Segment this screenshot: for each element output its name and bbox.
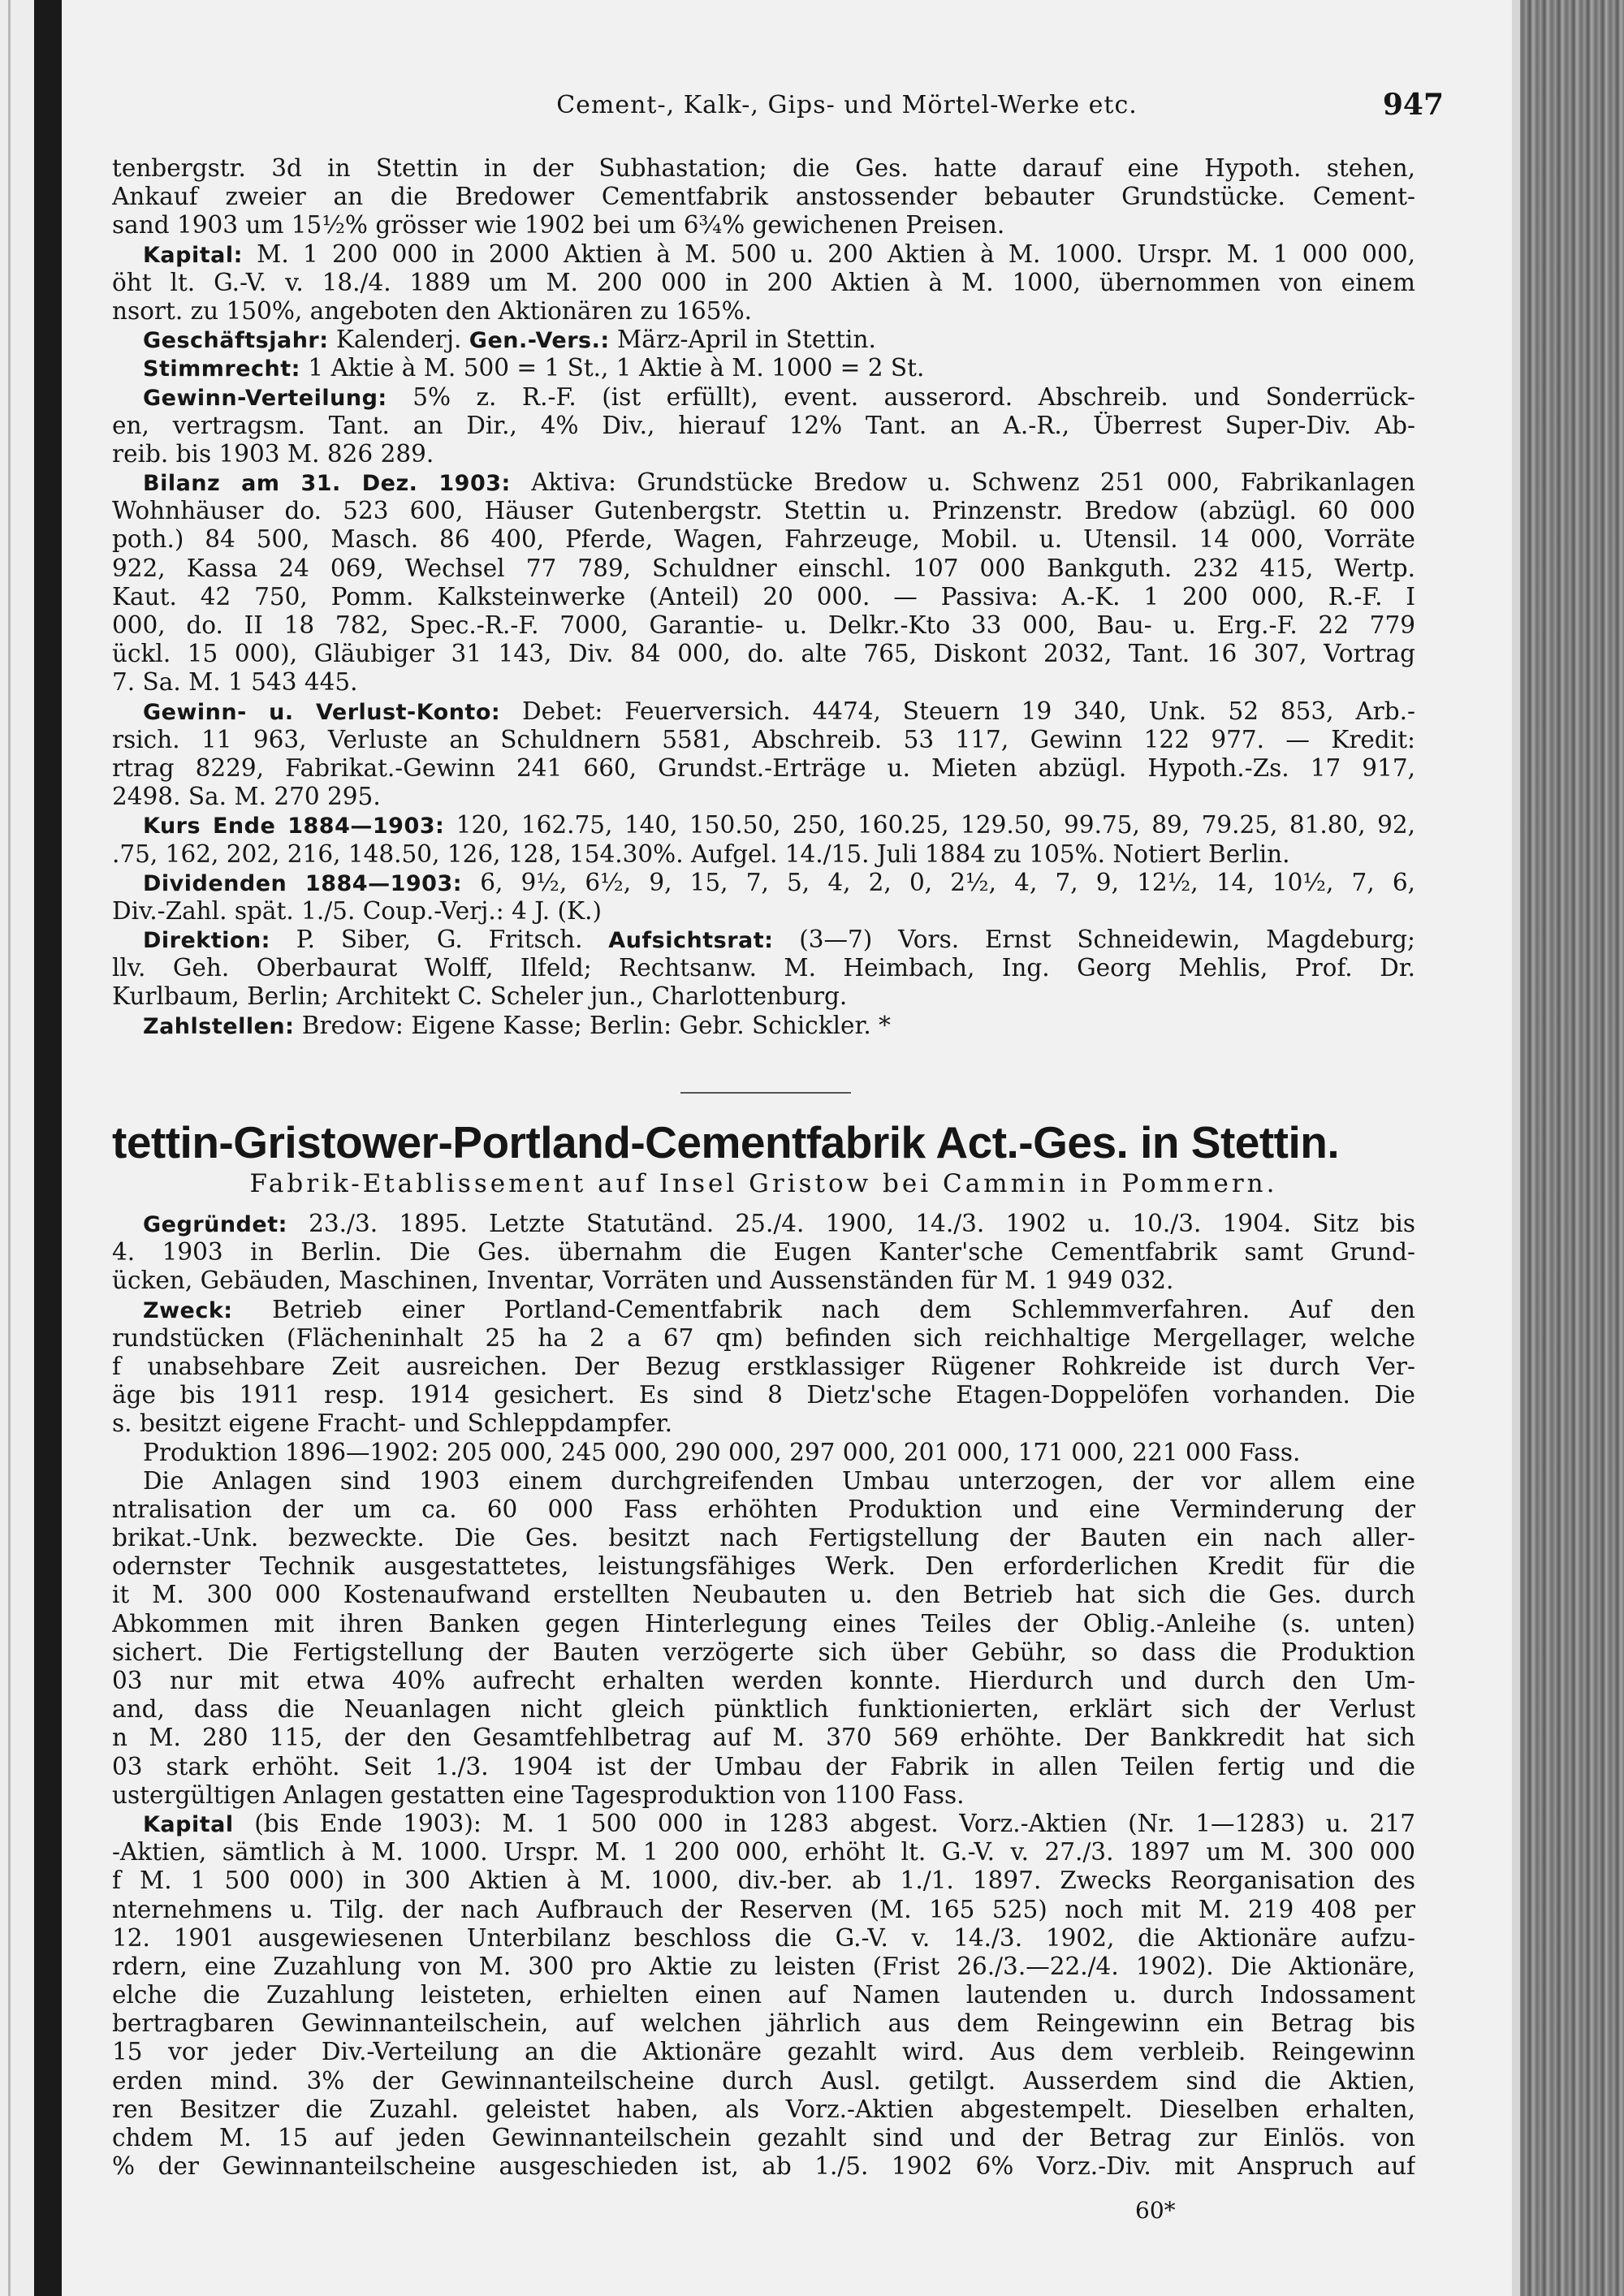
text-line: 4. 1903 in Berlin. Die Ges. übernahm die Eugen Kanter'sche Cementfabrik samt Grund- — [112, 1238, 1415, 1267]
text-line: sand 1903 um 15½% grösser wie 1902 bei um 6¾% gewichenen Preisen. — [112, 211, 1005, 240]
entry-heading: Gewinn-Verteilung: — [143, 385, 387, 411]
text-line: elche die Zuzahlung leisteten, erhielten einen auf Namen lautenden u. durch Indossament — [112, 1981, 1415, 2009]
text-line: it M. 300 000 Kostenaufwand erstellten Neubauten u. den Betrieb hat sich die Ges. durch — [112, 1581, 1415, 1609]
text-line: Abkommen mit ihren Banken gegen Hinterlegung eines Teiles der Oblig.-Anleihe (s. unten) — [112, 1609, 1415, 1638]
text-line: n M. 280 115, der den Gesamtfehlbetrag auf M. 370 569 erhöhte. Der Bankkredit hat sich — [112, 1724, 1415, 1752]
entry-heading: Gen.-Vers.: — [469, 328, 610, 354]
text-line: äge bis 1911 resp. 1914 gesichert. Es sind 8 Dietz'sche Etagen-Doppelöfen vorhanden. Die — [112, 1381, 1415, 1409]
text-line: chdem M. 15 auf jeden Gewinnanteilschein gezahlt sind und der Betrag zur Einlös. von — [112, 2124, 1415, 2151]
text-line: and, dass die Neuanlagen nicht gleich pünktlich funktionierten, erklärt sich der Verlust — [112, 1695, 1415, 1724]
text-line: sichert. Die Fertigstellung der Bauten verzögerte sich über Gebühr, so dass die Produktion — [112, 1638, 1415, 1666]
section-gristower-cementfabrik — [112, 1210, 1415, 2181]
entry-heading: Kapital — [143, 1811, 234, 1837]
text-line: Kapital: M. 1 200 000 in 2000 Aktien à M. 500 u. 200 Aktien à M. 1000. Urspr. M. 1 000 000, — [143, 240, 1415, 268]
text-line: rundstücken (Flächeninhalt 25 ha 2 a 67 qm) befinden sich reichhaltige Mergellager, welche — [112, 1323, 1415, 1352]
text-line: Direktion: P. Siber, G. Fritsch. Aufsichtsrat: (3—7) Vors. Ernst Schneidewin, Magdeburg; — [143, 926, 1415, 954]
text-line: ustergültigen Anlagen gestatten eine Tagesproduktion von 1100 Fass. — [112, 1780, 965, 1809]
running-title: Cement-, Kalk-, Gips- und Mörtel-Werke etc. — [556, 91, 1138, 119]
text-line: 7. Sa. M. 1 543 445. — [112, 668, 358, 697]
text-line: rsich. 11 963, Verluste an Schuldnern 5581, Abschreib. 53 117, Gewinn 122 977. — Kredit: — [112, 725, 1415, 753]
left-margin-gutter — [0, 0, 63, 2296]
page-edge-highlight — [1512, 0, 1520, 2296]
text-line: Produktion 1896—1902: 205 000, 245 000, 290 000, 297 000, 201 000, 171 000, 221 000 Fass. — [143, 1438, 1301, 1466]
entry-heading: Aufsichtsrat: — [608, 928, 774, 954]
text-line: bertragbaren Gewinnanteilschein, auf welchen jährlich aus dem Reingewinn ein Betrag bis — [112, 2009, 1415, 2038]
text-line: Geschäftsjahr: Kalenderj. Gen.-Vers.: März-April in Stettin. — [143, 326, 876, 354]
signature-mark: 60* — [1135, 2197, 1176, 2224]
page-number: 947 — [1382, 88, 1444, 122]
text-line: Gegründet: 23./3. 1895. Letzte Statutänd. 25./4. 1900, 14./3. 1902 u. 10./3. 1904. Sitz bis — [143, 1210, 1415, 1237]
text-line: rdern, eine Zuzahlung von M. 300 pro Aktie zu leisten (Frist 26./3.—22./4. 1902). Die Aktionäre, — [112, 1952, 1415, 1980]
text-line: Dividenden 1884—1903: 6, 9½, 6½, 9, 15, 7, 5, 4, 2, 0, 2½, 4, 7, 9, 12½, 14, 10½, 7, 6, — [143, 868, 1415, 896]
text-line: .75, 162, 202, 216, 148.50, 126, 128, 154.30%. Aufgel. 14./15. Juli 1884 zu 105%. Notiert Berlin. — [112, 839, 1290, 868]
text-line: f M. 1 500 000) in 300 Aktien à M. 1000, div.-ber. ab 1./1. 1897. Zwecks Reorganisation des — [112, 1867, 1415, 1895]
margin-rule-thin — [8, 0, 11, 2296]
text-line: llv. Geh. Oberbaurat Wolff, Ilfeld; Rechtsanw. M. Heimbach, Ing. Georg Mehlis, Prof. Dr. — [112, 954, 1415, 982]
entry-heading: Dividenden 1884—1903: — [143, 870, 463, 896]
company-title: tettin-Gristower-Portland-Cementfabrik Act.-Ges. in Stettin. — [112, 1117, 1340, 1167]
entry-heading: Bilanz am 31. Dez. 1903: — [143, 471, 511, 497]
entry-heading: Direktion: — [143, 928, 270, 954]
text-line: f unabsehbare Zeit ausreichen. Der Bezug erstklassiger Rügener Rohkreide ist durch Ver- — [112, 1352, 1415, 1380]
text-line: nsort. zu 150%, angeboten den Aktionären zu 165%. — [112, 296, 752, 325]
page-edge-stack — [1512, 0, 1624, 2296]
text-line: Kurlbaum, Berlin; Architekt C. Scheler jun., Charlottenburg. — [112, 982, 848, 1011]
text-line: Kurs Ende 1884—1903: 120, 162.75, 140, 150.50, 250, 160.25, 129.50, 99.75, 89, 79.25, 81.80, 92, — [143, 811, 1415, 839]
text-line: 2498. Sa. M. 270 295. — [112, 783, 381, 811]
text-line: ntralisation der um ca. 60 000 Fass erhöhten Produktion und eine Verminderung der — [112, 1495, 1415, 1523]
text-line: 03 stark erhöht. Seit 1./3. 1904 ist der Umbau der Fabrik in allen Teilen fertig und die — [112, 1752, 1415, 1780]
text-line: nternehmens u. Tilg. der nach Aufbrauch der Reserven (M. 165 525) noch mit M. 219 408 per — [112, 1895, 1415, 1923]
text-line: Wohnhäuser do. 523 600, Häuser Gutenbergstr. Stettin u. Prinzenstr. Bredow (abzügl. 60 000 — [112, 497, 1415, 525]
book-page — [63, 0, 1512, 2296]
text-line: Ankauf zweier an die Bredower Cementfabrik anstossender bebauter Grundstücke. Cement- — [112, 183, 1415, 211]
text-line: en, vertragsm. Tant. an Dir., 4% Div., hierauf 12% Tant. an A.-R., Überrest Super-Div. Ab- — [112, 411, 1415, 439]
entry-heading: Gewinn- u. Verlust-Konto: — [143, 699, 501, 725]
text-line: poth.) 84 500, Masch. 86 400, Pferde, Wagen, Fahrzeuge, Mobil. u. Utensil. 14 000, Vorräte — [112, 525, 1415, 554]
section-bredower-cementfabrik — [112, 154, 1415, 1040]
text-line: Div.-Zahl. spät. 1./5. Coup.-Verj.: 4 J. (K.) — [112, 896, 602, 925]
entry-heading: Kapital: — [143, 242, 243, 268]
entry-heading: Geschäftsjahr: — [143, 328, 329, 354]
text-line: s. besitzt eigene Fracht- und Schleppdampfer. — [112, 1409, 672, 1438]
text-line: Zweck: Betrieb einer Portland-Cementfabrik nach dem Schlemmverfahren. Auf den — [143, 1295, 1415, 1323]
company-subtitle: Fabrik-Etablissement auf Insel Gristow bei Cammin in Pommern. — [249, 1169, 1278, 1198]
entry-heading: Stimmrecht: — [143, 356, 300, 382]
text-line: ücken, Gebäuden, Maschinen, Inventar, Vorräten und Aussenständen für M. 1 949 032. — [112, 1267, 1174, 1295]
text-line: odernster Technik ausgestattetes, leistungsfähiges Werk. Den erforderlichen Kredit für die — [112, 1552, 1415, 1581]
text-line: ren Besitzer die Zuzahl. geleistet haben, als Vorz.-Aktien abgestempelt. Dieselben erhalten, — [112, 2095, 1415, 2123]
text-line: öht lt. G.-V. v. 18./4. 1889 um M. 200 000 in 200 Aktien à M. 1000, übernommen von einem — [112, 268, 1415, 296]
text-line: Bilanz am 31. Dez. 1903: Aktiva: Grundstücke Bredow u. Schwenz 251 000, Fabrikanlagen — [143, 468, 1415, 497]
text-line: rtrag 8229, Fabrikat.-Gewinn 241 660, Grundst.-Erträge u. Mieten abzügl. Hypoth.-Zs. 17 917, — [112, 753, 1415, 782]
text-line: Gewinn-Verteilung: 5% z. R.-F. (ist erfüllt), event. ausserord. Abschreib. und Sonderrück- — [143, 382, 1415, 411]
text-line: Die Anlagen sind 1903 einem durchgreifenden Umbau unterzogen, der vor allem eine — [143, 1466, 1415, 1495]
text-line: 15 vor jeder Div.-Verteilung an die Aktionäre gezahlt wird. Aus dem verbleib. Reingewinn — [112, 2038, 1415, 2066]
text-line: Gewinn- u. Verlust-Konto: Debet: Feuerversich. 4474, Steuern 19 340, Unk. 52 853, Arb.- — [143, 697, 1415, 725]
entry-heading: Gegründet: — [143, 1212, 287, 1237]
entry-heading: Kurs Ende 1884—1903: — [143, 814, 445, 839]
text-line: 000, do. II 18 782, Spec.-R.-F. 7000, Garantie- u. Delkr.-Kto 33 000, Bau- u. Erg.-F. 22 779 — [112, 611, 1415, 639]
entry-heading: Zweck: — [143, 1297, 233, 1323]
text-line: ückl. 15 000), Gläubiger 31 143, Div. 84 000, do. alte 765, Diskont 2032, Tant. 16 307, Vortrag — [112, 640, 1415, 668]
text-line: tenbergstr. 3d in Stettin in der Subhastation; die Ges. hatte darauf eine Hypoth. stehen, — [112, 154, 1415, 182]
text-line: -Aktien, sämtlich à M. 1000. Urspr. M. 1 200 000, erhöht lt. G.-V. v. 27./3. 1897 um M. 300 000 — [112, 1838, 1415, 1867]
text-line: 12. 1901 ausgewiesenen Unterbilanz beschloss die G.-V. v. 14./3. 1902, die Aktionäre aufzu- — [112, 1923, 1415, 1952]
text-line: 03 nur mit etwa 40% aufrecht erhalten werden konnte. Hierdurch und durch den Um- — [112, 1667, 1415, 1694]
text-line: erden mind. 3% der Gewinnanteilscheine durch Ausl. getilgt. Ausserdem sind die Aktien, — [112, 2066, 1415, 2095]
text-line: reib. bis 1903 M. 826 289. — [112, 439, 434, 468]
section-separator — [680, 1092, 851, 1094]
text-line: Stimmrecht: 1 Aktie à M. 500 = 1 St., 1 Aktie à M. 1000 = 2 St. — [143, 354, 925, 382]
text-line: Kaut. 42 750, Pomm. Kalksteinwerke (Anteil) 20 000. — Passiva: A.-K. 1 200 000, R.-F. I — [112, 582, 1415, 611]
text-line: % der Gewinnanteilscheine ausgeschieden ist, ab 1./5. 1902 6% Vorz.-Div. mit Anspruch auf — [112, 2152, 1415, 2181]
entry-heading: Zahlstellen: — [143, 1013, 295, 1039]
text-line: brikat.-Unk. bezweckte. Die Ges. besitzt nach Fertigstellung der Bauten ein nach aller- — [112, 1524, 1415, 1552]
text-line: 922, Kassa 24 069, Wechsel 77 789, Schuldner einschl. 107 000 Bankguth. 232 415, Wertp. — [112, 554, 1415, 582]
running-head — [250, 88, 1444, 127]
margin-rule-bold — [34, 0, 62, 2296]
text-line: Kapital (bis Ende 1903): M. 1 500 000 in 1283 abgest. Vorz.-Aktien (Nr. 1—1283) u. 217 — [143, 1809, 1415, 1837]
text-line: Zahlstellen: Bredow: Eigene Kasse; Berlin: Gebr. Schickler. * — [143, 1011, 891, 1039]
